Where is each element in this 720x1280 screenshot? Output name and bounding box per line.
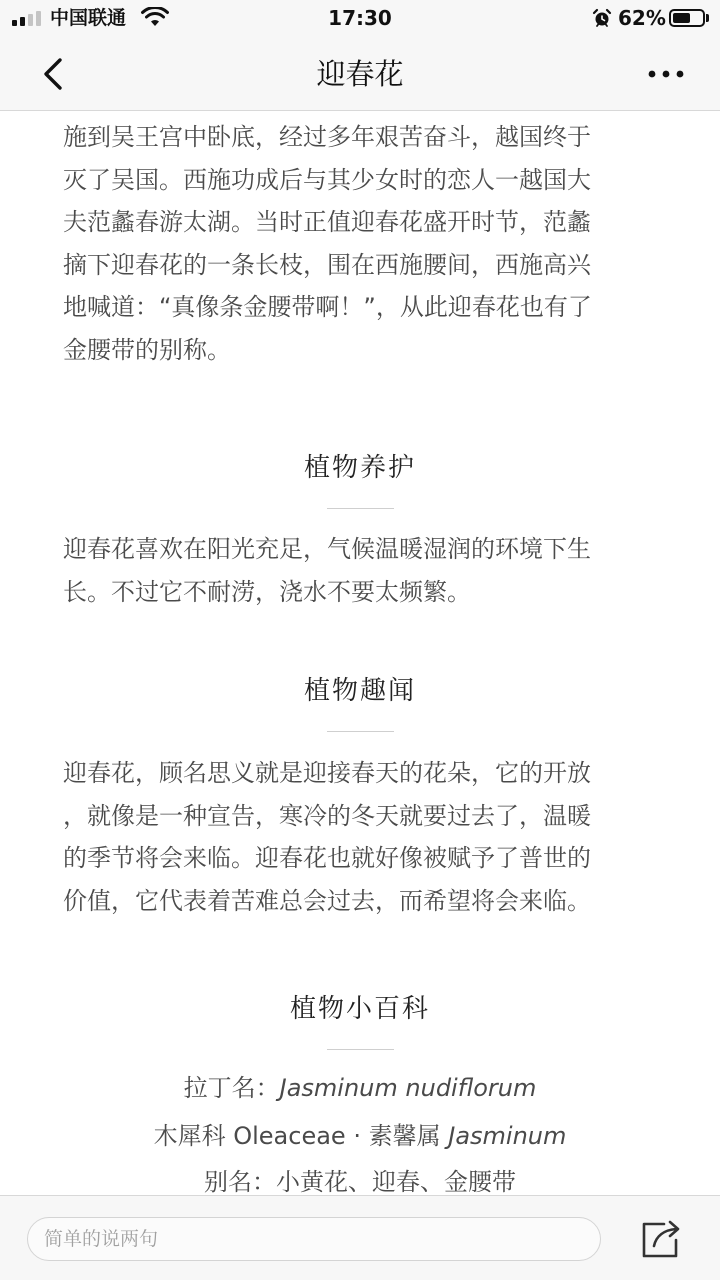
encyclopedia-heading: 植物小百科 xyxy=(289,994,430,1024)
battery-percent: 62% xyxy=(618,6,666,30)
comment-bar xyxy=(0,1195,720,1280)
trivia-line: 迎春花，顾名思义就是迎接春天的花朵，它的开放 xyxy=(63,759,591,787)
article-content[interactable] xyxy=(0,111,720,1195)
story-line: 灭了吴国。西施功成后与其少女时的恋人一越国大 xyxy=(63,165,591,194)
status-time: 17:30 xyxy=(328,6,392,30)
story-paragraph xyxy=(63,116,663,372)
trivia-heading: 植物趣闻 xyxy=(303,676,416,706)
carrier-name: 中国联通 xyxy=(50,7,127,29)
share-icon xyxy=(636,1214,686,1264)
story-line: 摘下迎春花的一条长枝，围在西施腰间，西施高兴 xyxy=(63,250,591,279)
story-line: 金腰带的别称。 xyxy=(63,335,231,364)
trivia-paragraph xyxy=(63,752,663,922)
battery-icon xyxy=(669,9,705,27)
alias-line: 别名：小黄花、迎春、金腰带 xyxy=(204,1168,516,1195)
story-line: 夫范蠡春游太湖。当时正值迎春花盛开时节，范蠡 xyxy=(63,208,591,237)
genus-latin-name: Jasminum xyxy=(448,1122,567,1150)
latin-name-label: 拉丁名： xyxy=(183,1074,280,1102)
navigation-bar xyxy=(0,36,720,111)
trivia-line: 的季节将会来临。迎春花也就好像被赋予了普世的 xyxy=(63,844,591,873)
battery-level-fill xyxy=(673,13,690,23)
care-line: 长。不过它不耐涝，浇水不要太频繁。 xyxy=(63,577,471,606)
section-divider xyxy=(327,1049,394,1050)
latin-name-value: Jasminum nudiflorum xyxy=(279,1074,537,1102)
section-divider xyxy=(327,731,394,732)
page-title: 迎春花 xyxy=(316,57,404,91)
trivia-line: 价值，它代表着苦难总会过去，而希望将会来临。 xyxy=(63,886,591,915)
family-genus-text: 木犀科 Oleaceae · 素馨属 xyxy=(153,1122,441,1150)
family-genus-line xyxy=(0,1119,720,1153)
battery-tip xyxy=(706,14,709,22)
care-paragraph xyxy=(63,528,663,613)
care-heading: 植物养护 xyxy=(303,453,416,483)
story-line: 施到吴王宫中卧底，经过多年艰苦奋斗，越国终于 xyxy=(63,123,591,151)
comment-input[interactable] xyxy=(27,1217,601,1261)
alarm-icon xyxy=(592,8,612,28)
latin-name-line xyxy=(0,1071,720,1105)
story-line: 地喊道：“真像条金腰带啊！”，从此迎春花也有了 xyxy=(63,293,592,322)
care-line: 迎春花喜欢在阳光充足，气候温暖湿润的环境下生 xyxy=(63,535,591,563)
share-button[interactable] xyxy=(636,1214,686,1264)
trivia-line: ，就像是一种宣告，寒冷的冬天就要过去了，温暖 xyxy=(63,801,591,830)
section-divider xyxy=(327,508,394,509)
more-options-button[interactable] xyxy=(640,54,692,94)
more-dots-icon xyxy=(640,54,692,94)
status-bar xyxy=(0,0,720,36)
